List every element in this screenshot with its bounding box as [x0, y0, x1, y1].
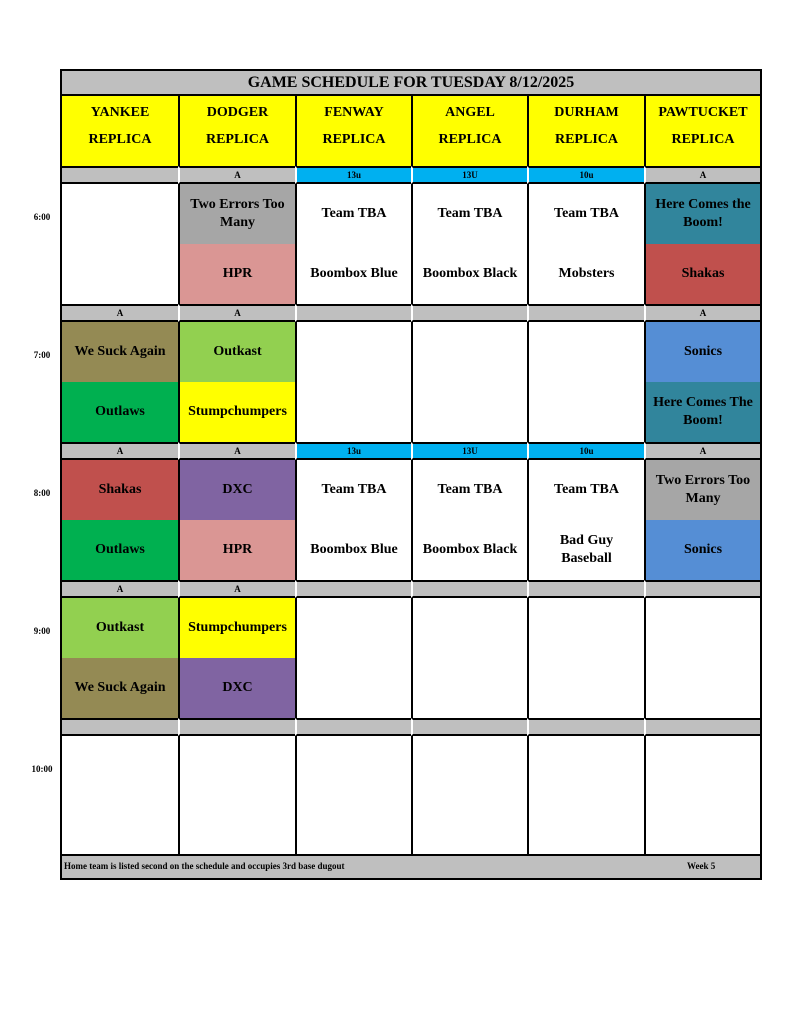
schedule-sheet — [60, 69, 762, 880]
team-cell: Boombox Black — [411, 520, 527, 580]
time-label: 10:00 — [31, 764, 53, 774]
division-band — [411, 580, 527, 598]
empty-cell — [527, 598, 644, 658]
empty-cell — [527, 736, 644, 796]
field-name: DURHAM — [554, 105, 619, 120]
division-band — [527, 304, 644, 322]
division-band: A — [644, 304, 760, 322]
time-label: 7:00 — [33, 350, 51, 360]
division-band: A — [644, 166, 760, 184]
field-subtitle: REPLICA — [88, 132, 152, 147]
team-cell: Team TBA — [295, 460, 411, 520]
empty-cell — [644, 736, 760, 796]
field-header-pawtucket — [644, 96, 760, 166]
empty-cell — [62, 184, 178, 244]
team-cell: Team TBA — [411, 184, 527, 244]
empty-cell — [62, 796, 178, 856]
team-cell: Outkast — [62, 598, 178, 658]
field-header-fenway — [295, 96, 411, 166]
empty-cell — [644, 598, 760, 658]
division-band: 10u — [527, 166, 644, 184]
division-band — [62, 166, 178, 184]
empty-cell — [411, 322, 527, 382]
division-band: A — [62, 580, 178, 598]
time-label: 9:00 — [33, 626, 51, 636]
team-cell: We Suck Again — [62, 322, 178, 382]
division-band: A — [178, 304, 295, 322]
team-cell: Team TBA — [295, 184, 411, 244]
division-band — [295, 718, 411, 736]
footer-week: Week 5 — [687, 861, 716, 871]
division-band — [178, 718, 295, 736]
field-header-durham — [527, 96, 644, 166]
division-band — [527, 580, 644, 598]
team-cell: Stumpchumpers — [178, 598, 295, 658]
empty-cell — [411, 658, 527, 718]
division-band — [62, 718, 178, 736]
division-band — [527, 718, 644, 736]
team-cell: Sonics — [644, 520, 760, 580]
field-header-angel — [411, 96, 527, 166]
field-subtitle: REPLICA — [438, 132, 502, 147]
empty-cell — [411, 796, 527, 856]
team-cell: Here Comes the Boom! — [644, 184, 760, 244]
team-cell: HPR — [178, 244, 295, 304]
empty-cell — [62, 244, 178, 304]
division-band: 13u — [295, 166, 411, 184]
field-name: DODGER — [206, 105, 269, 120]
division-band: 13U — [411, 442, 527, 460]
division-band — [295, 580, 411, 598]
team-cell: Shakas — [62, 460, 178, 520]
field-subtitle: REPLICA — [671, 132, 735, 147]
empty-cell — [295, 322, 411, 382]
empty-cell — [411, 736, 527, 796]
empty-cell — [295, 658, 411, 718]
empty-cell — [411, 598, 527, 658]
field-subtitle: REPLICA — [322, 132, 386, 147]
empty-cell — [411, 382, 527, 442]
division-band: A — [62, 442, 178, 460]
empty-cell — [527, 382, 644, 442]
team-cell: Boombox Black — [411, 244, 527, 304]
time-label: 8:00 — [33, 488, 51, 498]
division-band — [644, 718, 760, 736]
team-cell: DXC — [178, 658, 295, 718]
team-cell: Outlaws — [62, 520, 178, 580]
field-name: FENWAY — [324, 105, 384, 120]
empty-cell — [178, 796, 295, 856]
team-cell: Mobsters — [527, 244, 644, 304]
field-subtitle: REPLICA — [554, 132, 618, 147]
division-band: 13U — [411, 166, 527, 184]
team-cell: Team TBA — [527, 460, 644, 520]
empty-cell — [644, 796, 760, 856]
empty-cell — [295, 736, 411, 796]
field-header-dodger — [178, 96, 295, 166]
team-cell: We Suck Again — [62, 658, 178, 718]
team-cell: Here Comes The Boom! — [644, 382, 760, 442]
field-subtitle: REPLICA — [205, 132, 269, 147]
empty-cell — [62, 736, 178, 796]
empty-cell — [527, 796, 644, 856]
division-band — [411, 304, 527, 322]
team-cell: Boombox Blue — [295, 520, 411, 580]
empty-cell — [178, 736, 295, 796]
team-cell: HPR — [178, 520, 295, 580]
field-name: PAWTUCKET — [658, 105, 748, 120]
team-cell: Sonics — [644, 322, 760, 382]
division-band — [644, 580, 760, 598]
team-cell: Two Errors Too Many — [644, 460, 760, 520]
empty-cell — [295, 598, 411, 658]
time-label: 6:00 — [33, 212, 51, 222]
field-header-yankee — [62, 96, 178, 166]
field-name: ANGEL — [445, 105, 495, 120]
team-cell: Shakas — [644, 244, 760, 304]
division-band: A — [62, 304, 178, 322]
team-cell: Outlaws — [62, 382, 178, 442]
field-name: YANKEE — [90, 105, 150, 120]
empty-cell — [644, 658, 760, 718]
team-cell: Team TBA — [527, 184, 644, 244]
team-cell: Boombox Blue — [295, 244, 411, 304]
division-band: 10u — [527, 442, 644, 460]
team-cell: Two Errors Too Many — [178, 184, 295, 244]
empty-cell — [527, 322, 644, 382]
empty-cell — [295, 382, 411, 442]
division-band: A — [178, 166, 295, 184]
division-band — [295, 304, 411, 322]
footer-note: Home team is listed second on the schedule and occupies 3rd base dugout — [64, 861, 345, 871]
page-title: GAME SCHEDULE FOR TUESDAY 8/12/2025 — [62, 71, 760, 96]
footer — [62, 854, 760, 878]
empty-cell — [295, 796, 411, 856]
division-band: 13u — [295, 442, 411, 460]
division-band: A — [178, 442, 295, 460]
division-band: A — [644, 442, 760, 460]
division-band — [411, 718, 527, 736]
team-cell: Bad Guy Baseball — [527, 520, 644, 580]
team-cell: Outkast — [178, 322, 295, 382]
empty-cell — [527, 658, 644, 718]
team-cell: DXC — [178, 460, 295, 520]
team-cell: Stumpchumpers — [178, 382, 295, 442]
division-band: A — [178, 580, 295, 598]
team-cell: Team TBA — [411, 460, 527, 520]
